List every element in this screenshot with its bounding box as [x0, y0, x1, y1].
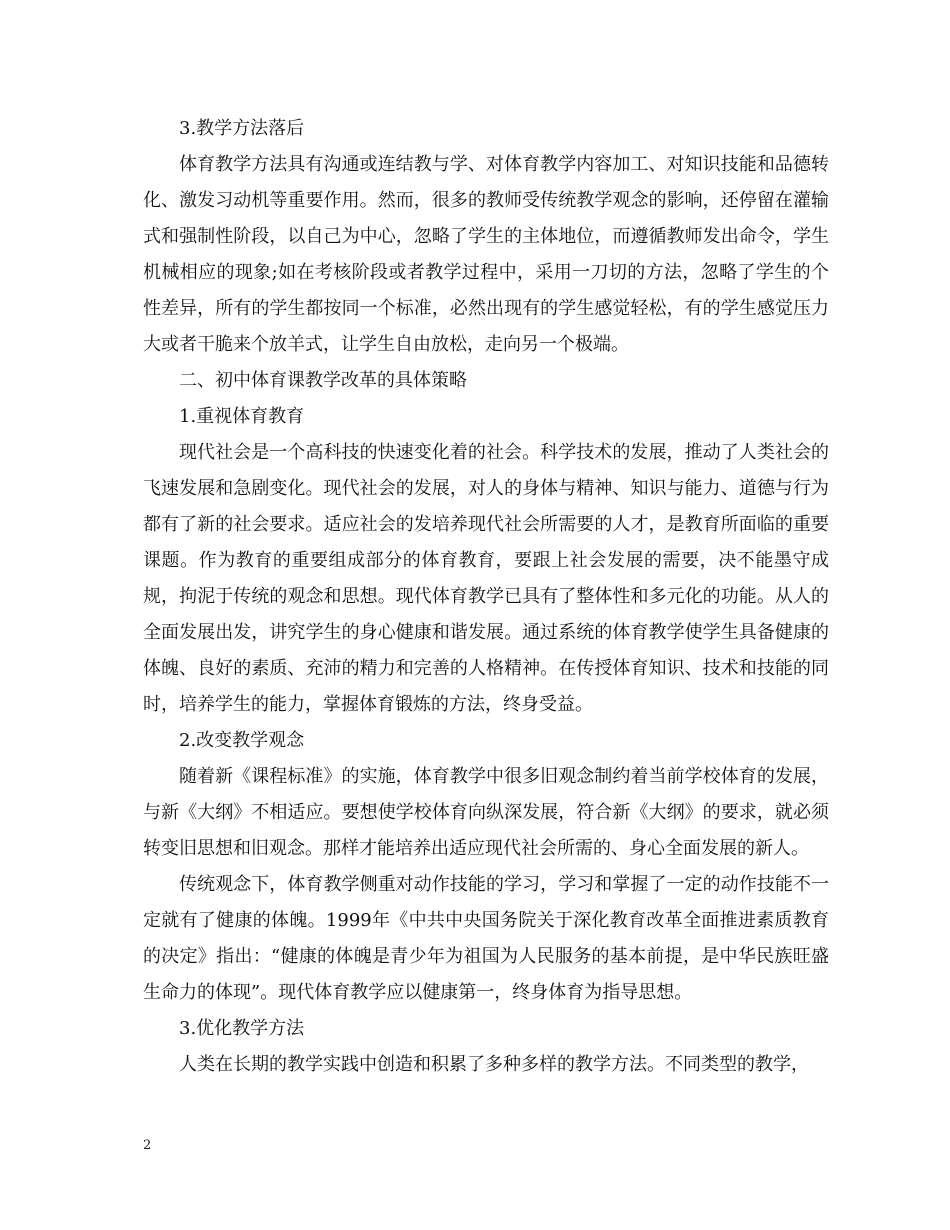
- section-heading: 1.重视体育教育: [179, 406, 305, 427]
- body-paragraph: 传统观念下，体育教学侧重对动作技能的学习，学习和掌握了一定的动作技能不一定就有了健康的体魄。1999年《中共中央国务院关于深化教育改革全面推进素质教育的决定》指出：“健康的体魄是青少年为祖国为人民服务的基本前提，是中华民族旺盛生命力的体现”。现代体育教学应以健康第一，终身体育为指导思想。: [143, 874, 829, 1003]
- body-paragraph: 现代社会是一个高科技的快速变化着的社会。科学技术的发展，推动了人类社会的飞速发展和急剧变化。现代社会的发展，对人的身体与精神、知识与能力、道德与行为都有了新的社会要求。适应社会的发培养现代社会所需要的人才，是教育所面临的重要课题。作为教育的重要组成部分的体育教育，要跟上社会发展的需要，决不能墨守成规，拘泥于传统的观念和思想。现代体育教学已具有了整体性和多元化的功能。从人的全面发展出发，讲究学生的身心健康和谐发展。通过系统的体育教学使学生具备健康的体魄、良好的素质、充沛的精力和完善的人格精神。在传授体育知识、技术和技能的同时，培养学生的能力，掌握体育锻炼的方法，终身受益。: [143, 442, 829, 715]
- body-paragraph: 人类在长期的教学实践中创造和积累了多种多样的教学方法。不同类型的教学，: [179, 1054, 809, 1075]
- page-number: 2: [143, 1138, 152, 1153]
- section-heading: 3.优化教学方法: [179, 1018, 305, 1039]
- document-page: [143, 111, 829, 1083]
- body-paragraph: 体育教学方法具有沟通或连结教与学、对体育教学内容加工、对知识技能和品德转化、激发习动机等重要作用。然而，很多的教师受传统教学观念的影响，还停留在灌输式和强制性阶段，以自己为中心，忽略了学生的主体地位，而遵循教师发出命令，学生机械相应的现象;如在考核阶段或者教学过程中，采用一刀切的方法，忽略了学生的个性差异，所有的学生都按同一个标准，必然出现有的学生感觉轻松，有的学生感觉压力大或者干脆来个放羊式，让学生自由放松，走向另一个极端。: [143, 154, 829, 355]
- body-paragraph: 随着新《课程标准》的实施，体育教学中很多旧观念制约着当前学校体育的发展，与新《大纲》不相适应。要想使学校体育向纵深发展，符合新《大纲》的要求，就必须转变旧思想和旧观念。那样才能培养出适应现代社会所需的、身心全面发展的新人。: [143, 766, 829, 859]
- section-heading: 3.教学方法落后: [179, 118, 305, 139]
- section-heading: 2.改变教学观念: [179, 730, 305, 751]
- section-heading: 二、初中体育课教学改革的具体策略: [179, 370, 467, 391]
